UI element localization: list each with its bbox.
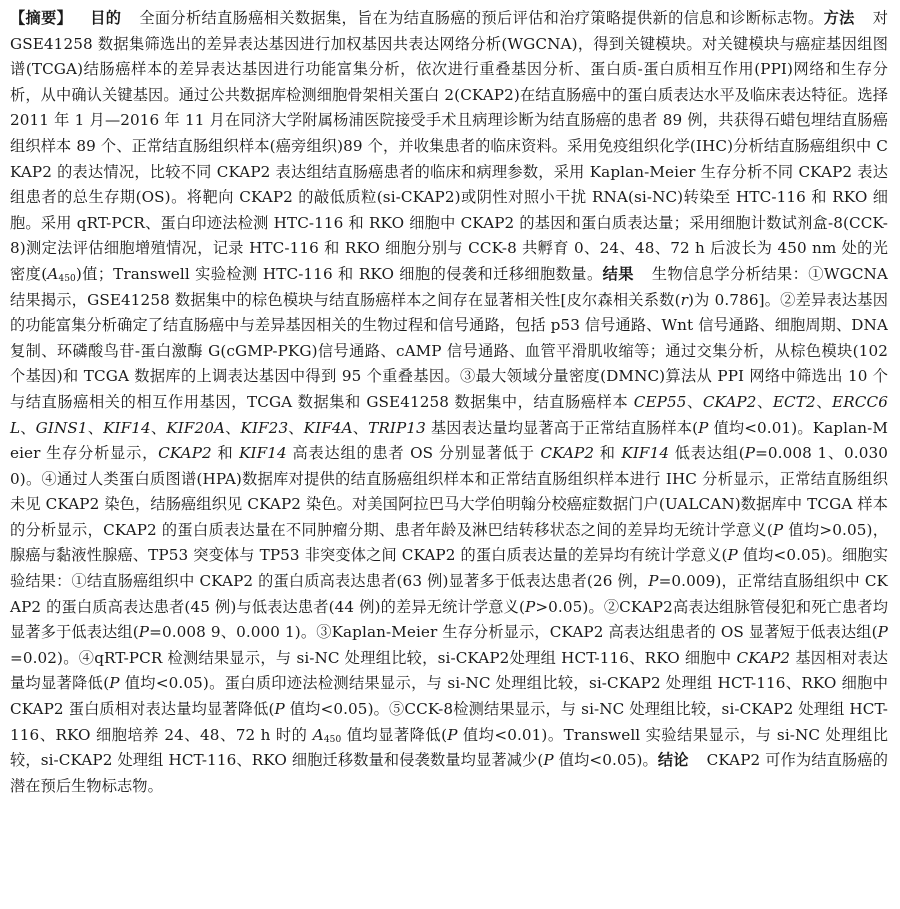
result-text: 值均<0.05)。⑤CCK-8检测结果显示，与 si-NC 处理组比较，si-CKAP2 处理组 HCT-116、RKO 细胞培养 24、48、72 h 时的 bbox=[10, 700, 889, 744]
p-symbol: P bbox=[698, 418, 709, 437]
purpose-text: 全面分析结直肠癌相关数据集，旨在为结直肠癌的预后评估和治疗策略提供新的信息和诊断标志物。 bbox=[139, 9, 824, 27]
gene-name: KIF14 bbox=[621, 444, 670, 463]
gene-name: KIF23 bbox=[240, 418, 289, 437]
p-symbol: P bbox=[447, 725, 458, 744]
conclusion-text: CKAP2 可作为结直肠癌的潜在预后生物标志物。 bbox=[10, 751, 889, 795]
gene-name: KIF20A bbox=[166, 418, 226, 437]
result-text: 生物信息学分析结果：①WGCNA 结果揭示，GSE41258 数据集中的棕色模块与结直肠癌样本之间存在显著相关性[皮尔森相关系数( bbox=[10, 264, 888, 309]
p-symbol: P bbox=[772, 520, 784, 539]
p-symbol: P bbox=[274, 700, 285, 719]
pearson-r-symbol: r bbox=[680, 290, 688, 309]
result-text: 低表达组( bbox=[669, 444, 745, 463]
gene-name: GINS1 bbox=[35, 418, 88, 437]
result-text: 值均<0.05)。蛋白质印迹法检测结果显示，与 si-NC 处理组比较，si-CKAP2 处理组 HCT-116、RKO 细胞中 CKAP2 蛋白质相对表达量均显著降低( bbox=[10, 674, 888, 719]
abstract-label: 【摘要】 bbox=[10, 9, 73, 27]
p-symbol: P bbox=[109, 674, 120, 693]
gene-name: CKAP2 bbox=[736, 648, 791, 667]
result-text: 基因相对表达量均显著降低( bbox=[10, 648, 889, 693]
gene-name: KIF14 bbox=[103, 418, 151, 437]
wavelength-subscript: 450 bbox=[323, 734, 342, 745]
result-text: 值均<0.01)。Kaplan-Meier 生存分析显示， bbox=[10, 418, 889, 463]
p-symbol: P bbox=[524, 597, 536, 616]
result-text: >0.05)。②CKAP2高表达组脉管侵犯和死亡患者均显著多于低表达组( bbox=[10, 597, 888, 642]
result-text: =0.009)，正常结直肠组织中 CKAP2 的蛋白质高表达患者(45 例)与低表达患者(44 例)的差异无统计学意义( bbox=[10, 572, 888, 616]
result-text: )为 0.786]。②差异表达基因的功能富集分析确定了结直肠癌中与差异基因相关的生物过程和信号通路，包括 p53 信号通路、Wnt 信号通路、细胞周期、DNA 复制、环磷酸鸟苷-蛋白激酶 G(cGMP-PKG)信号通路、cAMP 信号通路、血管平滑肌收缩等；通过交集分析，从棕色模块(102 个基因)和 TCGA 数据库的上调表达基因中得到 95 个重叠基因。③最大领域分量密度(DMNC)算法从 PPI 网络中筛选出 10 个与结直肠癌相关的相互作用基因，TCGA 数据集和 GSE41258 数据集中，结直肠癌样本 bbox=[10, 290, 888, 411]
gene-name: KIF14 bbox=[239, 444, 287, 463]
method-text-end: )值；Transwell 实验检测 HTC-116 和 RKO 细胞的侵袭和迁移细胞数量。 bbox=[75, 264, 603, 283]
abstract-paragraph: 【摘要】 目的 全面分析结直肠癌相关数据集，旨在为结直肠癌的预后评估和治疗策略提供新的信息和诊断标志物。方法 对 GSE41258 数据集筛选出的差异表达基因进行加权基因共表达网络分析(WGCNA)，得到关键模块。对关键模块与癌症基因组图谱(TCGA)结肠癌样本的差异表达基因进行功能富集分析，依次进行重叠基因分析、蛋白质-蛋白质相互作用(PPI)网络和生存分析，从中确认关键基因。通过公共数据库检测细胞骨架相关蛋白 2(CKAP2)在结直肠癌中的蛋白质表达水平及临床表达特征。选择 2011 年 1 月—2016 年 11 月在同济大学附属杨浦医院接受手术且病理诊断为结直肠癌的患者 89 例，共获得石蜡包埋结直肠癌组织样本 89 个、正常结直肠组织样本(癌旁组织)89 个，并收集患者的临床资料。采用免疫组织化学(IHC)分析结直肠癌组织中 CKAP2 的表达情况，比较不同 CKAP2 表达组结直肠癌患者的临床和病理参数，采用 Kaplan-Meier 生存分析不同 CKAP2 表达组患者的总生存期(OS)。将靶向 CKAP2 的敲低质粒(si-CKAP2)或阴性对照小干扰 RNA(si-NC)转染至 HTC-116 和 RKO 细胞。采用 qRT-PCR、蛋白印迹法检测 HTC-116 和 RKO 细胞中 CKAP2 的基因和蛋白质表达量；采用细胞计数试剂盒-8(CCK-8)测定法评估细胞增殖情况，记录 HTC-116 和 RKO 细胞分别与 CCK-8 共孵育 0、24、48、72 h 后波长为 450 nm 处的光密度$(A_{450})$值；Transwell 实验检测 HTC-116 和 RKO 细胞的侵袭和迁移细胞数量。结果 生物信息学分析结果：①WGCNA 结果揭示，GSE41258 数据集中的棕色模块与结直肠癌样本之间存在显著相关性[皮尔森相关系数(r)为 0.786]。②差异表达基因的功能富集分析确定了结直肠癌中与差异基因相关的生物过程和信号通路，包括 p53 信号通路、Wnt 信号通路、细胞周期、DNA 复制、环磷酸鸟苷-蛋白激酶 G(cGMP-PKG)信号通路、cAMP 信号通路、血管平滑肌收缩等；通过交集分析，从棕色模块(102 个基因)和 TCGA 数据库的上调表达基因中得到 95 个重叠基因。③最大领域分量密度(DMNC)算法从 PPI 网络中筛选出 10 个与结直肠癌相关的相互作用基因，TCGA 数据集和 GSE41258 数据集中，结直肠癌样本 CEP55、CKAP2、ECT2、ERCC6L、GINS1、KIF14、KIF20A、KIF23、KIF4A、TRIP13 基因表达量均显著高于正常结直肠样本(P 值均<0.01)。Kaplan-Meier 生存分析显示，CKAP2 和 KIF14 高表达组的患者 OS 分别显著低于 CKAP2 和 KIF14 低表达组(P=0.008 1、0.030 0)。④通过人类蛋白质图谱(HPA)数据库对提供的结直肠癌组织样本和正常结直肠组织样本进行 IHC 分析显示，正常结直肠组织未见 CKAP2 染色，结肠癌组织见 CKAP2 染色。对美国阿拉巴马大学伯明翰分校癌症数据门户(UALCAN)数据库中 TCGA 样本的分析显示，CKAP2 的蛋白质表达量在不同肿瘤分期、患者年龄及淋巴结转移状态之间的差异均无统计学意义(P 值均>0.05)，腺癌与黏液性腺癌、TP53 突变体与 TP53 非突变体之间 CKAP2 的蛋白质表达量的差异均有统计学意义(P 值均<0.05)。细胞实验结果：①结直肠癌组织中 CKAP2 的蛋白质高表达患者(63 例)显著多于低表达患者(26 例，P=0.009)，正常结直肠组织中 CKAP2 的蛋白质高表达患者(45 例)与低表达患者(44 例)的差异无统计学意义(P>0.05)。②CKAP2高表达组脉管侵犯和死亡患者均显著多于低表达组(P=0.008 9、0.000 1)。③Kaplan-Meier 生存分析显示，CKAP2 高表达组患者的 OS 显著短于低表达组(P=0.02)。④qRT-PCR 检测结果显示，与 si-NC 处理组比较，si-CKAP2处理组 HCT-116、RKO 细胞中 CKAP2 基因相对表达量均显著降低(P 值均<0.05)。蛋白质印迹法检测结果显示，与 si-NC 处理组比较，si-CKAP2 处理组 HCT-116、RKO 细胞中 CKAP2 蛋白质相对表达量均显著降低(P 值均<0.05)。⑤CCK-8检测结果显示，与 si-NC 处理组比较，si-CKAP2 处理组 HCT-116、RKO 细胞培养 24、48、72 h 时的 $A_{450}$ 值均显著降低(P 值均<0.01)。Transwell 实验结果显示，与 si-NC 处理组比较，si-CKAP2 处理组 HCT-116、RKO 细胞迁移数量和侵袭数量均显著减少(P 值均<0.05)。结论 CKAP2 可作为结直肠癌的潜在预后生物标志物。 bbox=[10, 9, 889, 795]
wavelength-subscript: 450 bbox=[58, 273, 76, 284]
gene-name: CKAP2 bbox=[158, 444, 212, 463]
purpose-label: 目的 bbox=[90, 9, 122, 27]
absorbance-symbol: A bbox=[47, 264, 59, 283]
gene-name: TRIP13 bbox=[368, 418, 426, 437]
p-symbol: P bbox=[877, 623, 888, 642]
result-text: 值均<0.05)。细胞实验结果：①结直肠癌组织中 CKAP2 的蛋白质高表达患者(63 例)显著多于低表达患者(26 例， bbox=[10, 546, 888, 591]
result-text: 值均显著降低( bbox=[341, 725, 448, 744]
result-text: 值均<0.01)。Transwell 实验结果显示，与 si-NC 处理组比较，si-CKAP2 处理组 HCT-116、RKO 细胞迁移数量和侵袭数量均显著减少( bbox=[10, 725, 888, 770]
result-label: 结果 bbox=[602, 264, 634, 283]
method-label: 方法 bbox=[823, 9, 855, 27]
gene-name: ECT2 bbox=[772, 392, 816, 411]
gene-name: CEP55 bbox=[633, 392, 687, 411]
gene-name: CKAP2 bbox=[702, 392, 757, 411]
method-text: 对 GSE41258 数据集筛选出的差异表达基因进行加权基因共表达网络分析(WGCNA)，得到关键模块。对关键模块与癌症基因组图谱(TCGA)结肠癌样本的差异表达基因进行功能富集分析，依次进行重叠基因分析、蛋白质-蛋白质相互作用(PPI)网络和生存分析，从中确认关键基因。通过公共数据库检测细胞骨架相关蛋白 2(CKAP2)在结直肠癌中的蛋白质表达水平及临床表达特征。选择 2011 年 1 月—2016 年 11 月在同济大学附属杨浦医院接受手术且病理诊断为结直肠癌的患者 89 例，共获得石蜡包埋结直肠癌组织样本 89 个、正常结直肠组织样本(癌旁组织)89 个，并收集患者的临床资料。采用免疫组织化学(IHC)分析结直肠癌组织中 CKAP2 的表达情况，比较不同 CKAP2 表达组结直肠癌患者的临床和病理参数，采用 Kaplan-Meier 生存分析不同 CKAP2 表达组患者的总生存期(OS)。将靶向 CKAP2 的敲低质粒(si-CKAP2)或阴性对照小干扰 RNA(si-NC)转染至 HTC-116 和 RKO 细胞。采用 qRT-PCR、蛋白印迹法检测 HTC-116 和 RKO 细胞中 CKAP2 的基因和蛋白质表达量；采用细胞计数试剂盒-8(CCK-8)测定法评估细胞增殖情况，记录 HTC-116 和 RKO 细胞分别与 CCK-8 共孵育 0、24、48、72 h 后波长为 450 nm 处的光密度( bbox=[10, 9, 889, 283]
gene-name: ERCC6L bbox=[10, 392, 888, 437]
p-symbol: P bbox=[744, 444, 756, 463]
result-text: 基因表达量均显著高于正常结直肠样本( bbox=[425, 418, 699, 437]
p-symbol: P bbox=[648, 572, 659, 591]
gene-name: KIF4A bbox=[303, 418, 353, 437]
p-symbol: P bbox=[727, 546, 738, 565]
p-symbol: P bbox=[543, 751, 554, 770]
result-text: =0.02)。④qRT-PCR 检测结果显示，与 si-NC 处理组比较，si-CKAP2处理组 HCT-116、RKO 细胞中 bbox=[10, 648, 737, 667]
result-text: 值均>0.05)，腺癌与黏液性腺癌、TP53 突变体与 TP53 非突变体之间 CKAP2 的蛋白质表达量的差异均有统计学意义( bbox=[10, 520, 889, 565]
result-text: 值均<0.05)。 bbox=[553, 751, 658, 770]
gene-name: CKAP2 bbox=[540, 444, 595, 463]
absorbance-symbol: A bbox=[312, 725, 324, 744]
result-text: 高表达组的患者 OS 分别显著低于 bbox=[286, 444, 541, 463]
p-symbol: P bbox=[138, 623, 150, 642]
result-text: =0.008 1、0.030 0)。④通过人类蛋白质图谱(HPA)数据库对提供的结直肠癌组织样本和正常结直肠组织样本进行 IHC 分析显示，正常结直肠组织未见 CKAP2 染色，结肠癌组织见 CKAP2 染色。对美国阿拉巴马大学伯明翰分校癌症数据门户(UALCAN)数据库中 TCGA 样本的分析显示，CKAP2 的蛋白质表达量在不同肿瘤分期、患者年龄及淋巴结转移状态之间的差异均无统计学意义( bbox=[10, 444, 888, 539]
conclusion-label: 结论 bbox=[657, 751, 689, 770]
result-text: =0.008 9、0.000 1)。③Kaplan-Meier 生存分析显示，CKAP2 高表达组患者的 OS 显著短于低表达组( bbox=[149, 623, 878, 642]
